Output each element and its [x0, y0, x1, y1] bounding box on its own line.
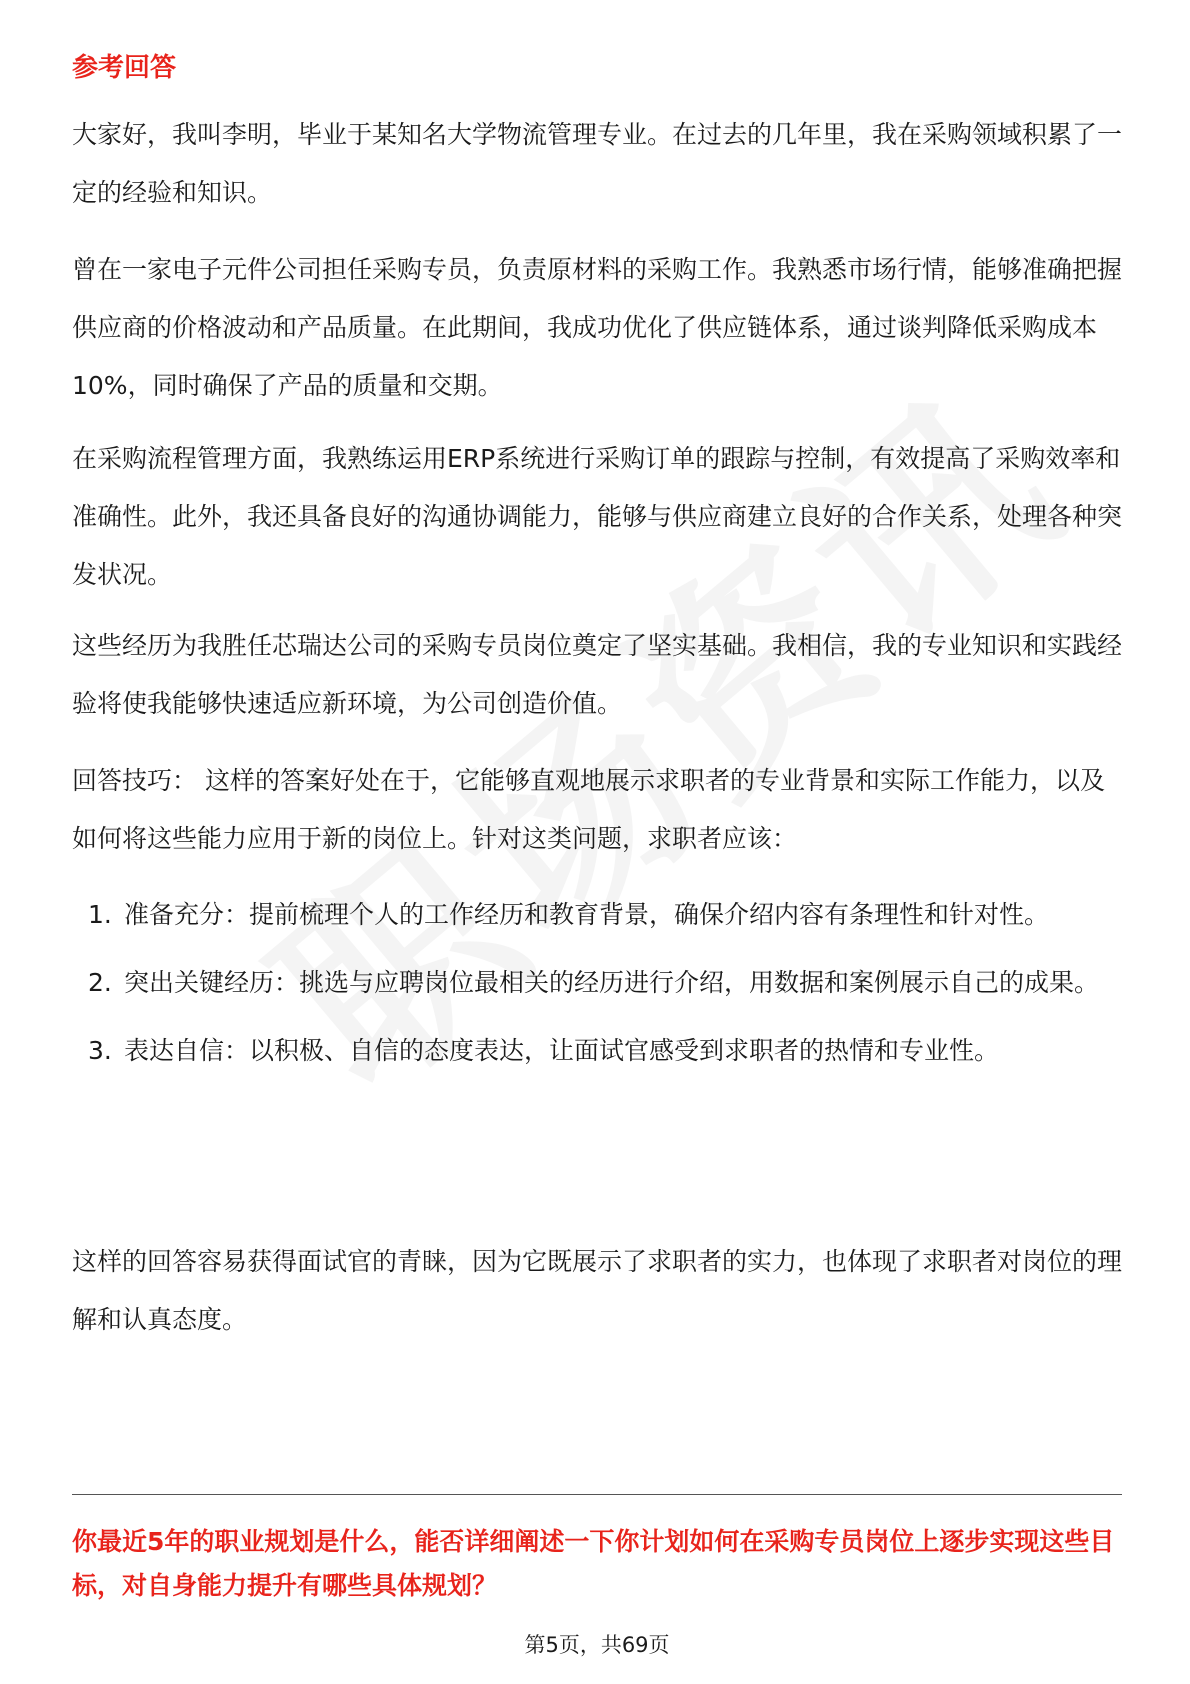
tips-intro: 回答技巧： 这样的答案好处在于，它能够直观地展示求职者的专业背景和实际工作能力，以及如何将这些能力应用于新的岗位上。针对这类问题，求职者应该：: [72, 766, 1105, 853]
section-divider: [72, 1494, 1122, 1495]
answer-paragraph-2: 曾在一家电子元件公司担任采购专员，负责原材料的采购工作。我熟悉市场行情，能够准确把握供应商的价格波动和产品质量。在此期间，我成功优化了供应链体系，通过谈判降低采购成本10%，同时确保了产品的质量和交期。: [72, 255, 1123, 400]
tip-item: [72, 954, 1122, 1012]
tip-number: 2.: [88, 968, 112, 997]
page-number-footer: 第5页，共69页: [524, 1633, 670, 1657]
tip-text: 突出关键经历：挑选与应聘岗位最相关的经历进行介绍，用数据和案例展示自己的成果。: [124, 968, 1100, 997]
tip-text: 表达自信：以积极、自信的态度表达，让面试官感受到求职者的热情和专业性。: [124, 1036, 1000, 1065]
tip-text: 准备充分：提前梳理个人的工作经历和教育背景，确保介绍内容有条理性和针对性。: [124, 900, 1050, 929]
tip-number: 1.: [88, 900, 112, 929]
answer-paragraph-1: 大家好，我叫李明，毕业于某知名大学物流管理专业。在过去的几年里，我在采购领域积累了一定的经验和知识。: [72, 120, 1123, 207]
tip-item: [72, 1022, 1122, 1080]
tip-item: [72, 886, 1122, 944]
answer-paragraph-4: 这些经历为我胜任芯瑞达公司的采购专员岗位奠定了坚实基础。我相信，我的专业知识和实践经验将使我能够快速适应新环境，为公司创造价值。: [72, 631, 1123, 718]
document-page: [72, 0, 1122, 1684]
next-question: 你最近5年的职业规划是什么，能否详细阐述一下你计划如何在采购专员岗位上逐步实现这些目标，对自身能力提升有哪些具体规划？: [72, 1527, 1115, 1600]
conclusion-paragraph: 这样的回答容易获得面试官的青睐，因为它既展示了求职者的实力，也体现了求职者对岗位的理解和认真态度。: [72, 1247, 1123, 1334]
section-title: 参考回答: [72, 53, 177, 83]
tips-list: [72, 886, 1122, 1090]
tip-number: 3.: [88, 1036, 112, 1065]
answer-paragraph-3: 在采购流程管理方面，我熟练运用ERP系统进行采购订单的跟踪与控制，有效提高了采购效率和准确性。此外，我还具备良好的沟通协调能力，能够与供应商建立良好的合作关系，处理各种突发状况。: [72, 444, 1123, 589]
